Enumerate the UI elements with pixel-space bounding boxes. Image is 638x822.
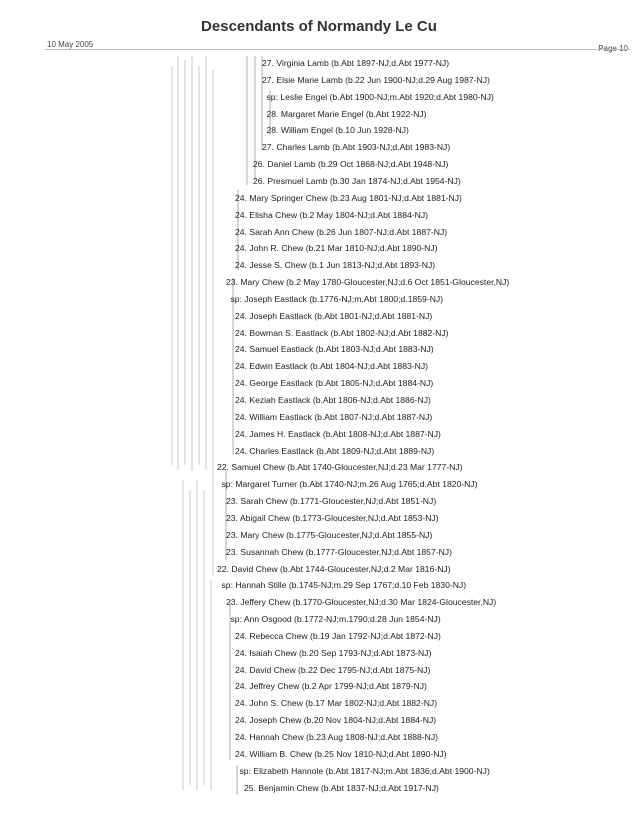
descendant-entry: sp: Ann Osgood (b.1772-NJ;m.1790;d.28 Jun 1854-NJ) (230, 614, 441, 625)
descendant-entry: 27. Charles Lamb (b.Abt 1903-NJ;d.Abt 1983-NJ) (262, 142, 451, 153)
descendant-entry: 24. James H. Eastlack (b.Abt 1808-NJ;d.Abt 1887-NJ) (235, 428, 441, 439)
descendant-entry: 24. Mary Springer Chew (b.23 Aug 1801-NJ;d.Abt 1881-NJ) (235, 192, 462, 203)
descendant-entry: 27. Virginia Lamb (b.Abt 1897-NJ;d.Abt 1977-NJ) (262, 58, 450, 68)
descendant-entry: 24. David Chew (b.22 Dec 1795-NJ;d.Abt 1875-NJ) (235, 664, 431, 675)
descendant-entry: 24. Jeffrey Chew (b.2 Apr 1799-NJ;d.Abt 1879-NJ) (235, 681, 427, 692)
descendant-entry: 26. Daniel Lamb (b.29 Oct 1868-NJ;d.Abt 1948-NJ) (253, 159, 449, 170)
descendant-entry: 25. Benjamin Chew (b.Abt 1837-NJ;d.Abt 1917-NJ) (244, 782, 439, 793)
descendant-entry: 24. Joseph Eastlack (b.Abt 1801-NJ;d.Abt 1881-NJ) (235, 310, 433, 321)
descendant-entry: 24. Charles Eastlack (b.Abt 1809-NJ;d.Abt 1889-NJ) (235, 445, 435, 456)
descendant-entry: 28. Margaret Marie Engel (b.Abt 1922-NJ) (266, 108, 427, 119)
descendant-entry: 24. William B. Chew (b.25 Nov 1810-NJ;d.Abt 1890-NJ) (235, 748, 447, 759)
descendant-entry: 26. Presmuel Lamb (b.30 Jan 1874-NJ;d.Abt 1954-NJ) (253, 175, 461, 186)
page-number: Page 10 (598, 44, 628, 53)
descendant-entry: 28. William Engel (b.10 Jun 1928-NJ) (266, 125, 409, 136)
descendant-entry: 24. Samuel Eastlack (b.Abt 1803-NJ;d.Abt 1883-NJ) (235, 344, 434, 355)
descendant-entry: 24. William Eastlack (b.Abt 1807-NJ;d.Abt 1887-NJ) (235, 411, 433, 422)
descendant-entry: 24. John R. Chew (b.21 Mar 1810-NJ;d.Abt 1890-NJ) (235, 243, 438, 254)
descendant-entry: 24. Bowman S. Eastlack (b.Abt 1802-NJ;d.Abt 1882-NJ) (235, 327, 449, 338)
descendant-entry: 23. Mary Chew (b.2 May 1780-Gloucester,NJ;d.6 Oct 1851-Gloucester,NJ) (226, 277, 510, 288)
descendant-entry: 24. Edwin Eastlack (b.Abt 1804-NJ;d.Abt 1883-NJ) (235, 361, 428, 372)
descendant-entry: 24. Elisha Chew (b.2 May 1804-NJ;d.Abt 1884-NJ) (235, 209, 428, 220)
descendant-entry: 24. Keziah Eastlack (b.Abt 1806-NJ;d.Abt 1886-NJ) (235, 395, 431, 405)
descendant-entry: sp: Leslie Engel (b.Abt 1900-NJ;m.Abt 1920;d.Abt 1980-NJ) (266, 91, 494, 102)
descendant-entry: 24. Hannah Chew (b.23 Aug 1808-NJ;d.Abt 1888-NJ) (235, 732, 439, 742)
descendant-entry: 24. Sarah Ann Chew (b.26 Jun 1807-NJ;d.Abt 1887-NJ) (235, 226, 448, 237)
descendant-entry: 24. John S. Chew (b.17 Mar 1802-NJ;d.Abt 1882-NJ) (235, 698, 438, 709)
page-date: 10 May 2005 (47, 40, 94, 49)
descendant-entry: 23. Abigail Chew (b.1773-Gloucester,NJ;d.Abt 1853-NJ) (226, 512, 439, 523)
descendant-entry: 23. Jeffery Chew (b.1770-Gloucester,NJ;d.30 Mar 1824-Gloucester,NJ) (226, 597, 497, 608)
descendant-entry: 22. Samuel Chew (b.Abt 1740-Gloucester,NJ;d.23 Mar 1777-NJ) (217, 462, 463, 473)
descendant-entry: 24. George Eastlack (b.Abt 1805-NJ;d.Abt 1884-NJ) (235, 378, 434, 389)
descendant-entry: sp: Margaret Turner (b.Abt 1740-NJ;m.26 Aug 1765;d.Abt 1820-NJ) (221, 479, 478, 490)
descendant-entry: 23. Susannah Chew (b.1777-Gloucester,NJ;d.Abt 1857-NJ) (226, 546, 452, 557)
descendant-entry: 24. Jesse S. Chew (b.1 Jun 1813-NJ;d.Abt 1893-NJ) (235, 260, 436, 271)
descendant-entry: 22. David Chew (b.Abt 1744-Gloucester,NJ;d.2 Mar 1816-NJ) (217, 563, 451, 574)
descendant-entry: 24. Rebecca Chew (b.19 Jan 1792-NJ;d.Abt 1872-NJ) (235, 630, 441, 641)
descendant-entry: sp: Hannah Stille (b.1745-NJ;m.29 Sep 1767;d.10 Feb 1830-NJ) (221, 580, 467, 591)
descendant-entry: 23. Sarah Chew (b.1771-Gloucester,NJ;d.Abt 1851-NJ) (226, 496, 437, 507)
descendant-entry: sp: Joseph Eastlack (b.1776-NJ;m.Abt 1800;d.1859-NJ) (230, 293, 444, 304)
descendant-entry: 24. Joseph Chew (b.20 Nov 1804-NJ;d.Abt 1884-NJ) (235, 715, 437, 726)
descendant-entry: 24. Isaiah Chew (b.20 Sep 1793-NJ;d.Abt 1873-NJ) (235, 647, 432, 658)
page-title: Descendants of Normandy Le Cu (201, 18, 437, 35)
descendant-entry: 27. Elsie Marie Lamb (b.22 Jun 1900-NJ;d.29 Aug 1987-NJ) (262, 74, 490, 85)
descendant-entry: sp: Elizabeth Hannole (b.Abt 1817-NJ;m.Abt 1836;d.Abt 1900-NJ) (239, 765, 490, 776)
descendant-entry: 23. Mary Chew (b.1775-Gloucester,NJ;d.Abt 1855-NJ) (226, 529, 433, 540)
